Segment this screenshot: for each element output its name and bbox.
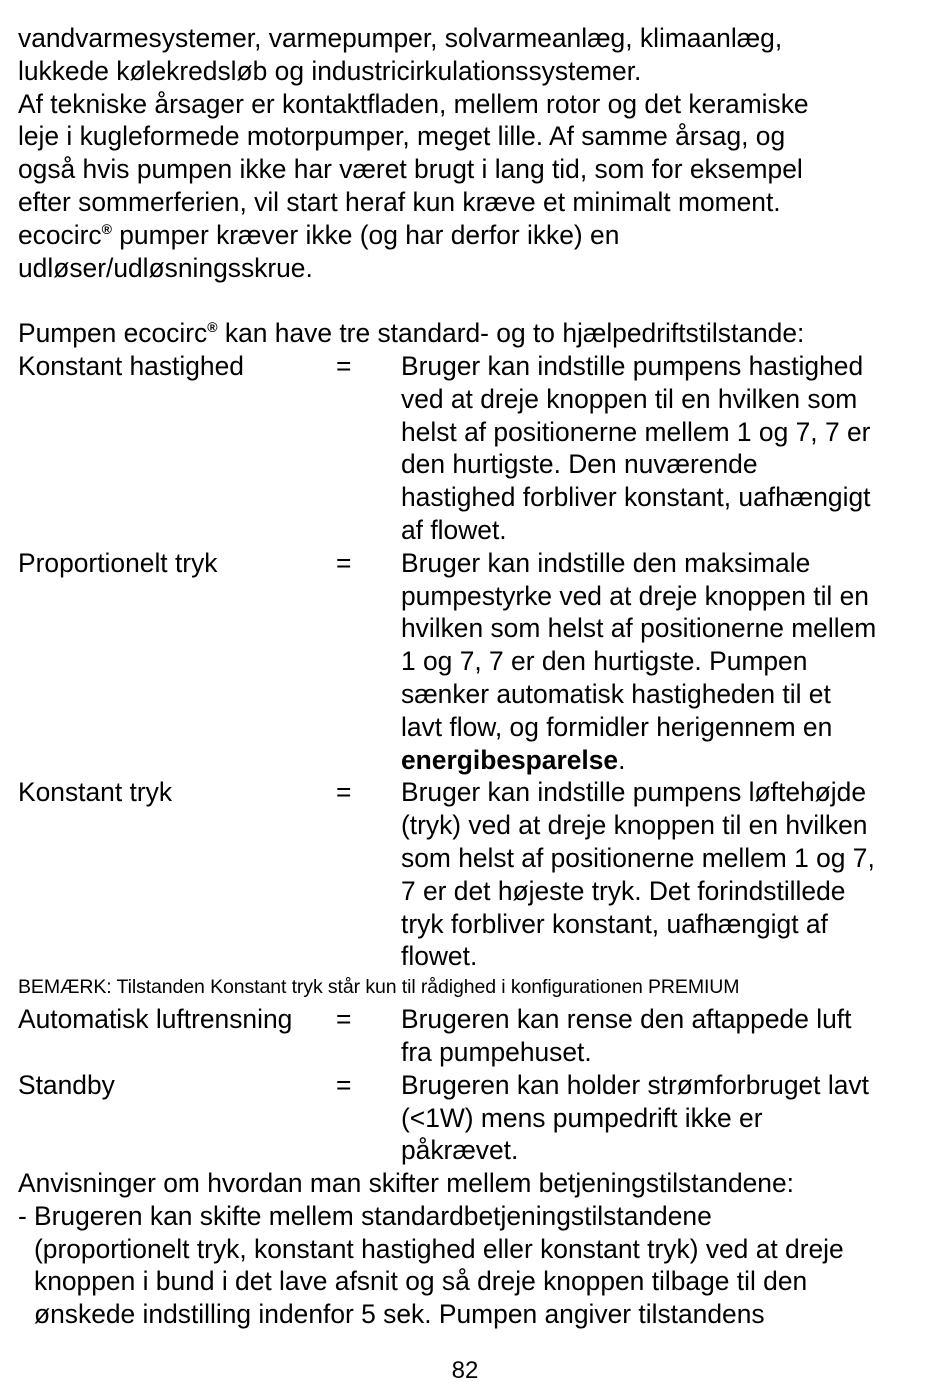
text-fragment: . bbox=[618, 744, 626, 775]
mode-label: Konstant tryk bbox=[18, 777, 173, 808]
mode-row-proportional-pressure bbox=[18, 547, 930, 777]
mode-description bbox=[401, 547, 930, 777]
equals-sign: = bbox=[336, 1069, 352, 1100]
mode-description: Bruger kan indstille pumpens hastighed ved at dreje knoppen til en hvilken som helst af positionerne mellem 1 og 7, 7 er den hurtigste. Den nuværende hastighed forbliver konstant, uafhængigt af flowet. bbox=[401, 350, 871, 545]
registered-mark: ® bbox=[101, 220, 112, 237]
registered-mark: ® bbox=[207, 319, 218, 336]
intro-paragraph-2 bbox=[18, 88, 930, 219]
mode-label: Proportionelt tryk bbox=[18, 547, 218, 578]
bold-term: energibesparelse bbox=[401, 744, 619, 775]
modes-intro bbox=[18, 317, 930, 350]
text-line bbox=[18, 317, 930, 350]
mode-description: Brugeren kan rense den aftappede luft fra pumpehuset. bbox=[401, 1004, 852, 1067]
mode-label: Automatisk luftrensning bbox=[18, 1004, 293, 1035]
page-number: 82 bbox=[451, 1357, 479, 1384]
paragraph-gap bbox=[18, 284, 930, 317]
mode-row-constant-pressure bbox=[18, 776, 930, 973]
mode-row-standby bbox=[18, 1069, 930, 1167]
text-fragment: Pumpen ecocirc bbox=[18, 318, 208, 349]
bullet-dash: - bbox=[18, 1200, 27, 1231]
text-line: lukkede kølekredsløb og industricirkulationssystemer. bbox=[18, 55, 642, 86]
mode-description: Brugeren kan holder strømforbruget lavt (<1W) mens pumpedrift ikke er påkrævet. bbox=[401, 1069, 869, 1166]
text-fragment: pumper kræver ikke (og har derfor ikke) en bbox=[111, 219, 620, 250]
equals-sign: = bbox=[336, 350, 352, 381]
intro-paragraph-1 bbox=[18, 22, 930, 88]
text-line: efter sommerferien, vil start heraf kun kræve et minimalt moment. bbox=[18, 186, 781, 217]
text-fragment: kan have tre standard- og to hjælpedriftstilstande: bbox=[217, 318, 805, 349]
text-line: udløser/udløsningsskrue. bbox=[18, 252, 313, 283]
document-page bbox=[18, 22, 930, 1331]
text-line: Af tekniske årsager er kontaktfladen, mellem rotor og det keramiske bbox=[18, 88, 809, 119]
text-fragment: Bruger kan indstille den maksimale pumpestyrke ved at dreje knoppen til en hvilken som helst af positionerne mellem 1 og 7, 7 er den hurtigste. Pumpen sænker automatisk hastigheden til et lavt flow, og formidler herigennem en bbox=[401, 547, 877, 742]
equals-sign: = bbox=[336, 547, 352, 578]
equals-sign: = bbox=[336, 777, 352, 808]
mode-label: Standby bbox=[18, 1069, 115, 1100]
mode-label: Konstant hastighed bbox=[18, 350, 244, 381]
equals-sign: = bbox=[336, 1004, 352, 1035]
text-line: vandvarmesystemer, varmepumper, solvarmeanlæg, klimaanlæg, bbox=[18, 23, 783, 53]
mode-description: Bruger kan indstille pumpens løftehøjde (tryk) ved at dreje knoppen til en hvilken som helst af positionerne mellem 1 og 7, 7 er det højeste tryk. Det forindstillede tryk forbliver konstant, uafhængigt af flowet. bbox=[401, 777, 875, 972]
mode-row-auto-air-purge bbox=[18, 1003, 930, 1069]
instruction-bullet bbox=[18, 1200, 930, 1331]
brand-name: ecocirc bbox=[18, 219, 102, 250]
bullet-text: Brugeren kan skifte mellem standardbetjeningstilstandene (proportionelt tryk, konstant hastighed eller konstant tryk) ved at dreje knoppen i bund i det lave afsnit og så dreje knoppen tilbage til den ønskede indstilling indenfor 5 sek. Pumpen angiver tilstandens bbox=[34, 1200, 844, 1330]
mode-row-constant-speed bbox=[18, 350, 930, 547]
text-line: også hvis pumpen ikke har været brugt i lang tid, som for eksempel bbox=[18, 154, 803, 185]
note-text: BEMÆRK: Tilstanden Konstant tryk står kun til rådighed i konfigurationen PREMIUM bbox=[18, 976, 740, 999]
instructions-heading bbox=[18, 1167, 930, 1200]
text-line: leje i kugleformede motorpumper, meget lille. Af samme årsag, og bbox=[18, 121, 786, 152]
intro-paragraph-3 bbox=[18, 219, 930, 285]
text-line: Anvisninger om hvordan man skifter mellem betjeningstilstandene: bbox=[18, 1168, 794, 1199]
text-line bbox=[18, 219, 930, 252]
